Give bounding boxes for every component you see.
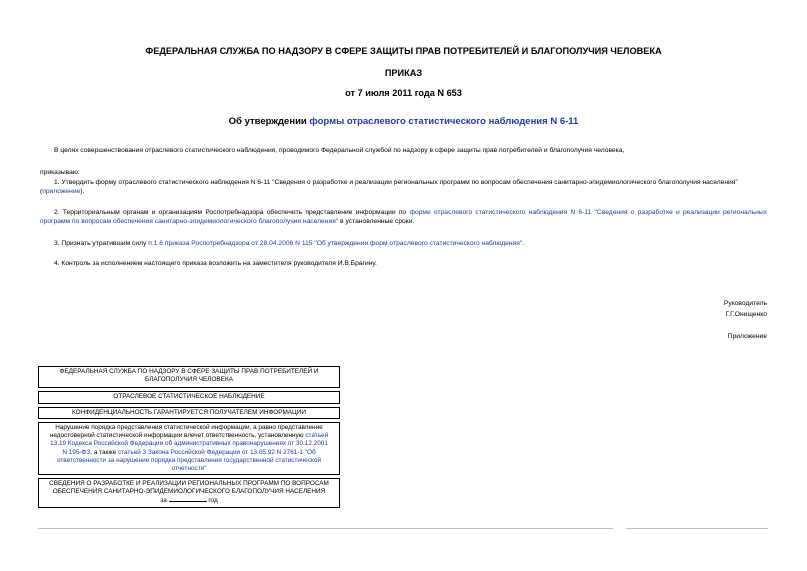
form-liability-text bbox=[47, 424, 331, 473]
document-title bbox=[40, 116, 767, 127]
koap-link[interactable]: статьей 13.19 Кодекса Российской Федерации об административных правонарушениях от 30.12.2001 N 195-ФЗ bbox=[50, 432, 329, 456]
form-observation-box bbox=[38, 391, 340, 404]
document-type: ПРИКАЗ bbox=[384, 68, 423, 78]
form-confidentiality-box bbox=[38, 407, 340, 419]
law-2761-link[interactable]: статьей 3 Закона Российской Федерации от 13.05.92 N 2761-1 "Об ответственности за нарушение порядка представления государственной статистической отчетности" bbox=[56, 448, 322, 473]
page-divider-left bbox=[38, 528, 613, 529]
form-liability-box bbox=[38, 422, 340, 475]
page-divider-right bbox=[626, 528, 768, 529]
form-title-text: СВЕДЕНИЯ О РАЗРАБОТКЕ И РЕАЛИЗАЦИИ РЕГИОНАЛЬНЫХ ПРОГРАММ ПО ВОПРОСАМ ОБЕСПЕЧЕНИЯ САНИТАРНО-ЭПИДЕМИОЛОГИЧЕСКОГО БЛАГОПОЛУЧИЯ НАСЕЛЕНИЯ bbox=[49, 480, 329, 496]
paragraph-2-end: в установленные сроки. bbox=[338, 218, 415, 225]
title-form-link[interactable]: формы отраслевого статистического наблюдения N 6-11 bbox=[309, 116, 579, 127]
appendix-label: Приложение bbox=[727, 333, 767, 340]
paragraph-2 bbox=[40, 208, 767, 226]
order-115-link[interactable]: п.1.6 приказа Роспотребнадзора от 28.04.2006 N 115 "Об утверждении форм отраслевого статистического наблюдения" bbox=[148, 240, 523, 247]
preamble: В целях совершенствования отраслевого статистического наблюдения, проводимого Федеральной службой по надзору в сфере защиты прав потребителей и благополучия человека, bbox=[54, 147, 625, 154]
paragraph-2-text: 2. Территориальным органам и организациям Роспотребнадзора обеспечить представление информации по bbox=[54, 209, 410, 216]
title-prefix: Об утверждении bbox=[228, 116, 310, 127]
year-suffix: год bbox=[208, 497, 218, 505]
signature-name: Г.Г.Онищенко bbox=[725, 311, 767, 318]
form-agency-box bbox=[38, 366, 340, 388]
signature-role: Руководитель bbox=[723, 300, 767, 307]
document-date: от 7 июля 2011 года N 653 bbox=[345, 88, 462, 98]
paragraph-4: 4. Контроль за исполнением настоящего приказа возложить на заместителя руководителя И.В.Брагину. bbox=[54, 260, 377, 267]
form-agency-text: ФЕДЕРАЛЬНАЯ СЛУЖБА ПО НАДЗОРУ В СФЕРЕ ЗАЩИТЫ ПРАВ ПОТРЕБИТЕЛЕЙ И БЛАГОПОЛУЧИЯ ЧЕЛОВЕКА bbox=[59, 368, 319, 384]
form-6-11-link[interactable]: форме отраслевого статистического наблюдения N 6-11 "Сведения о разработке и реализации региональных программ по вопросам обеспечения санитарно-эпидемиологического благополучия населения" bbox=[40, 209, 767, 225]
appendix-link[interactable]: приложение bbox=[42, 188, 81, 195]
form-title-box bbox=[38, 478, 340, 508]
order-word: приказываю: bbox=[40, 169, 80, 176]
paragraph-3 bbox=[40, 239, 767, 248]
paragraph-1-text: 1. Утвердить форму отраслевого статистического наблюдения N 6-11 "Сведения о разработке и реализации региональных программ по вопросам обеспечения санитарно-эпидемиологического благополучия населения" ( bbox=[40, 179, 738, 195]
form-observation-text: ОТРАСЛЕВОЕ СТАТИСТИЧЕСКОЕ НАБЛЮДЕНИЕ bbox=[113, 393, 265, 400]
liability-text: Нарушение порядка представления статистической информации, а равно представление недостоверной статистической информации влечет ответственность, установленную bbox=[49, 424, 323, 440]
year-prefix: за bbox=[160, 497, 167, 505]
agency-heading: ФЕДЕРАЛЬНАЯ СЛУЖБА ПО НАДЗОРУ В СФЕРЕ ЗАЩИТЫ ПРАВ ПОТРЕБИТЕЛЕЙ И БЛАГОПОЛУЧИЯ ЧЕЛОВЕКА bbox=[145, 46, 662, 56]
form-year-line bbox=[47, 496, 331, 505]
paragraph-3-text: 3. Признать утратившим силу bbox=[54, 240, 149, 247]
form-confidentiality-text: КОНФИДЕНЦИАЛЬНОСТЬ ГАРАНТИРУЕТСЯ ПОЛУЧАТЕЛЕМ ИНФОРМАЦИИ bbox=[72, 409, 306, 416]
year-blank bbox=[169, 496, 207, 502]
paragraph-3-end: . bbox=[522, 240, 525, 247]
paragraph-1 bbox=[40, 178, 767, 196]
liability-mid: , а также bbox=[90, 448, 118, 456]
paragraph-1-end: ). bbox=[80, 188, 85, 195]
